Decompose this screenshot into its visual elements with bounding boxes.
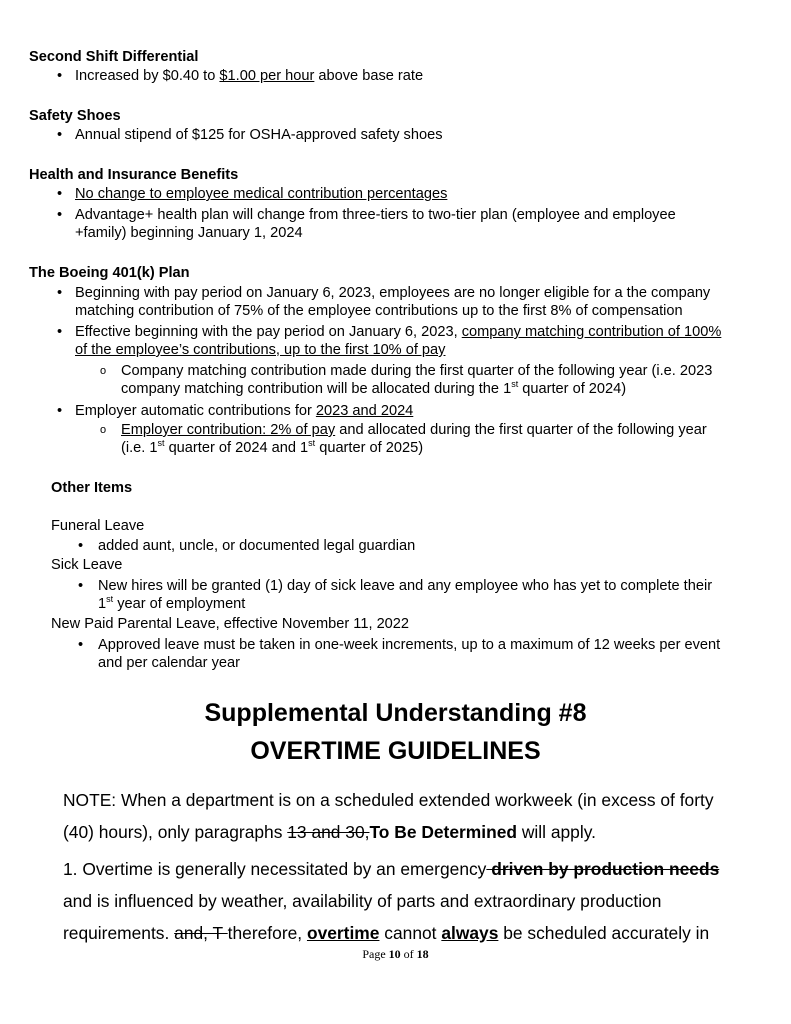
section-heading-safety-shoes: Safety Shoes xyxy=(29,108,121,124)
bullet-icon: • xyxy=(57,403,63,419)
section-heading-shift: Second Shift Differential xyxy=(29,49,199,65)
bullet-icon: • xyxy=(57,207,63,223)
sub-bullet-text: Employer contribution: 2% of pay and allocated during the first quarter of the following year (i.e. 1st quarter of 2024 and 1st quarter of 2025) xyxy=(121,422,707,456)
bullet-icon: • xyxy=(78,578,84,594)
bullet-text: Annual stipend of $125 for OSHA-approved safety shoes xyxy=(75,127,443,143)
bullet-text: Employer automatic contributions for 2023 and 2024 xyxy=(75,403,414,419)
section-heading-health: Health and Insurance Benefits xyxy=(29,167,239,183)
bullet-icon: • xyxy=(57,285,63,301)
note-paragraph: NOTE: When a department is on a scheduled extended workweek (in excess of forty (40) hours), only paragraphs 13 and 30,To Be Determined will apply. xyxy=(63,790,714,842)
parental-leave-label: New Paid Parental Leave, effective November 11, 2022 xyxy=(51,616,410,632)
bullet-icon: • xyxy=(57,127,63,143)
bullet-icon: • xyxy=(57,68,63,84)
bullet-text: Effective beginning with the pay period on January 6, 2023, company matching contribution of 100% of the employee’s contributions, up to the first 10% of pay xyxy=(75,324,722,358)
bullet-text: Advantage+ health plan will change from three-tiers to two-tier plan (employee and employee +family) beginning January 1, 2024 xyxy=(75,207,676,241)
bullet-text: Increased by $0.40 to $1.00 per hour above base rate xyxy=(75,68,424,84)
bullet-text: Approved leave must be taken in one-week increments, up to a maximum of 12 weeks per event and per calendar year xyxy=(98,637,721,671)
page-footer: Page 10 of 18 xyxy=(362,947,429,961)
supplemental-title: Supplemental Understanding #8 xyxy=(204,699,587,727)
page-total: 18 xyxy=(416,947,429,961)
bullet-text: added aunt, uncle, or documented legal guardian xyxy=(98,538,416,554)
section-heading-other-items: Other Items xyxy=(51,480,133,496)
paragraph-1: 1. Overtime is generally necessitated by an emergency driven by production needs and is influenced by weather, availability of parts and extraordinary production requirements. and, T therefore, overtime cannot always be scheduled accurately in xyxy=(63,859,720,943)
bullet-icon: • xyxy=(78,538,84,554)
bullet-text: New hires will be granted (1) day of sick leave and any employee who has yet to complete their 1st year of employment xyxy=(98,578,713,612)
bullet-icon: • xyxy=(57,186,63,202)
overtime-guidelines-title: OVERTIME GUIDELINES xyxy=(250,737,541,765)
bullet-text: Beginning with pay period on January 6, 2023, employees are no longer eligible for a the company matching contribution of 75% of the employee contributions up to the first 8% of compensation xyxy=(75,285,711,319)
bullet-text: No change to employee medical contribution percentages xyxy=(75,186,448,202)
sub-bullet-text: Company matching contribution made during the first quarter of the following year (i.e. 2023 company matching contribution will be allocated during the 1st quarter of 2024) xyxy=(121,363,713,397)
bullet-icon: • xyxy=(78,637,84,653)
hollow-bullet-icon: o xyxy=(100,424,107,436)
bullet-icon: • xyxy=(57,324,63,340)
hollow-bullet-icon: o xyxy=(100,365,107,377)
sick-leave-label: Sick Leave xyxy=(51,557,123,573)
page-number: 10 xyxy=(388,947,401,961)
section-heading-401k: The Boeing 401(k) Plan xyxy=(29,265,190,281)
funeral-leave-label: Funeral Leave xyxy=(51,518,145,534)
